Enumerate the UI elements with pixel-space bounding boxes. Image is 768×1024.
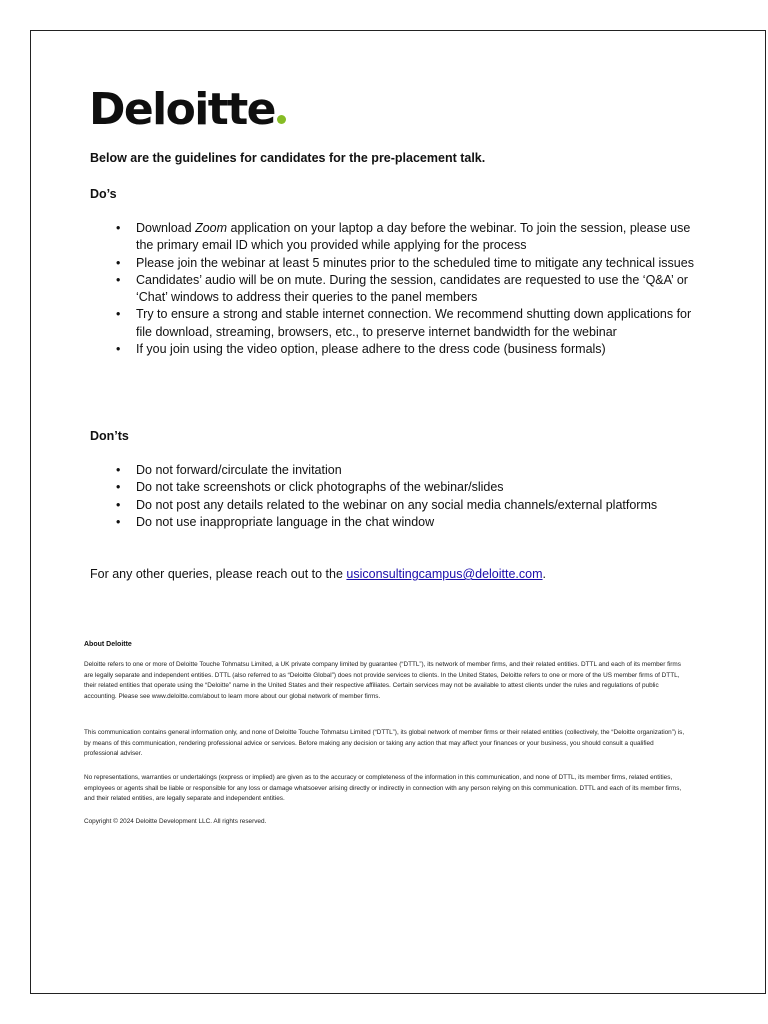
logo-wordmark: Deloitte xyxy=(89,84,275,135)
donts-list xyxy=(116,462,696,531)
dos-item: • Download Zoom application on your laptop a day before the webinar. To join the session, please use the primary email ID which you provided while applying for the process xyxy=(136,220,696,255)
donts-item: • Do not forward/circulate the invitation xyxy=(136,462,696,479)
footer-paragraph-representations: No representations, warranties or undertakings (express or implied) are given as to the accuracy or completeness of the information in this communication, and none of DTTL, its member firms, related entities, employees or agents shall be liable or responsible for any loss or damage whatsoever arising directly or indirectly in connection with any person relying on this communication. DTTL and each of its member firms, and their related entities, are legally separate and independent entities. xyxy=(84,774,682,803)
dos-item: • Candidates’ audio will be on mute. During the session, candidates are requested to use the ‘Q&A’ or ‘Chat’ windows to address their queries to the panel members xyxy=(136,272,696,307)
dos-list xyxy=(116,220,696,358)
dos-item: • If you join using the video option, please adhere to the dress code (business formals) xyxy=(136,341,696,358)
donts-item: • Do not use inappropriate language in the chat window xyxy=(136,514,696,531)
donts-item: • Do not post any details related to the webinar on any social media channels/external platforms xyxy=(136,497,696,514)
dos-heading: Do’s xyxy=(90,187,117,201)
copyright-text: Copyright © 2024 Deloitte Development LLC. All rights reserved. xyxy=(84,818,267,825)
about-deloitte-heading: About Deloitte xyxy=(84,641,132,648)
deloitte-logo xyxy=(89,84,286,135)
footer-paragraph-general-info: This communication contains general information only, and none of Deloitte Touche Tohmatsu Limited (“DTTL”), its global network of member firms or their related entities (collectively, the “Deloitte organization”) is, by means of this communication, rendering professional advice or services. Before making any decision or taking any action that may affect your finances or your business, you should consult a qualified professional adviser. xyxy=(84,729,685,758)
dos-item: • Please join the webinar at least 5 minutes prior to the scheduled time to mitigate any technical issues xyxy=(136,255,696,272)
footer-paragraph-network: Deloitte refers to one or more of Deloitte Touche Tohmatsu Limited, a UK private company limited by guarantee (“DTTL”), its network of member firms, and their related entities. DTTL and each of its member firms are legally separate and independent entities. DTTL (also referred to as “Deloitte Global”) does not provide services to clients. In the United States, Deloitte refers to one or more of the US member firms of DTTL, their related entities that operate using the “Deloitte” name in the United States and their respective affiliates. Certain services may not be available to attest clients under the rules and regulations of public accounting. Please see www.deloitte.com/about to learn more about our global network of member firms. xyxy=(84,661,681,700)
donts-item: • Do not take screenshots or click photographs of the webinar/slides xyxy=(136,479,696,496)
zoom-emphasis: Zoom xyxy=(195,221,228,235)
logo-green-dot xyxy=(277,115,286,124)
queries-line: For any other queries, please reach out to the usiconsultingcampus@deloitte.com. xyxy=(90,567,547,581)
dos-item: • Try to ensure a strong and stable internet connection. We recommend shutting down applications for file download, streaming, browsers, etc., to preserve internet bandwidth for the webinar xyxy=(136,306,696,341)
intro-text: Below are the guidelines for candidates for the pre-placement talk. xyxy=(90,151,486,165)
donts-heading: Don’ts xyxy=(90,429,129,443)
email-link[interactable]: usiconsultingcampus@deloitte.com xyxy=(346,567,543,581)
